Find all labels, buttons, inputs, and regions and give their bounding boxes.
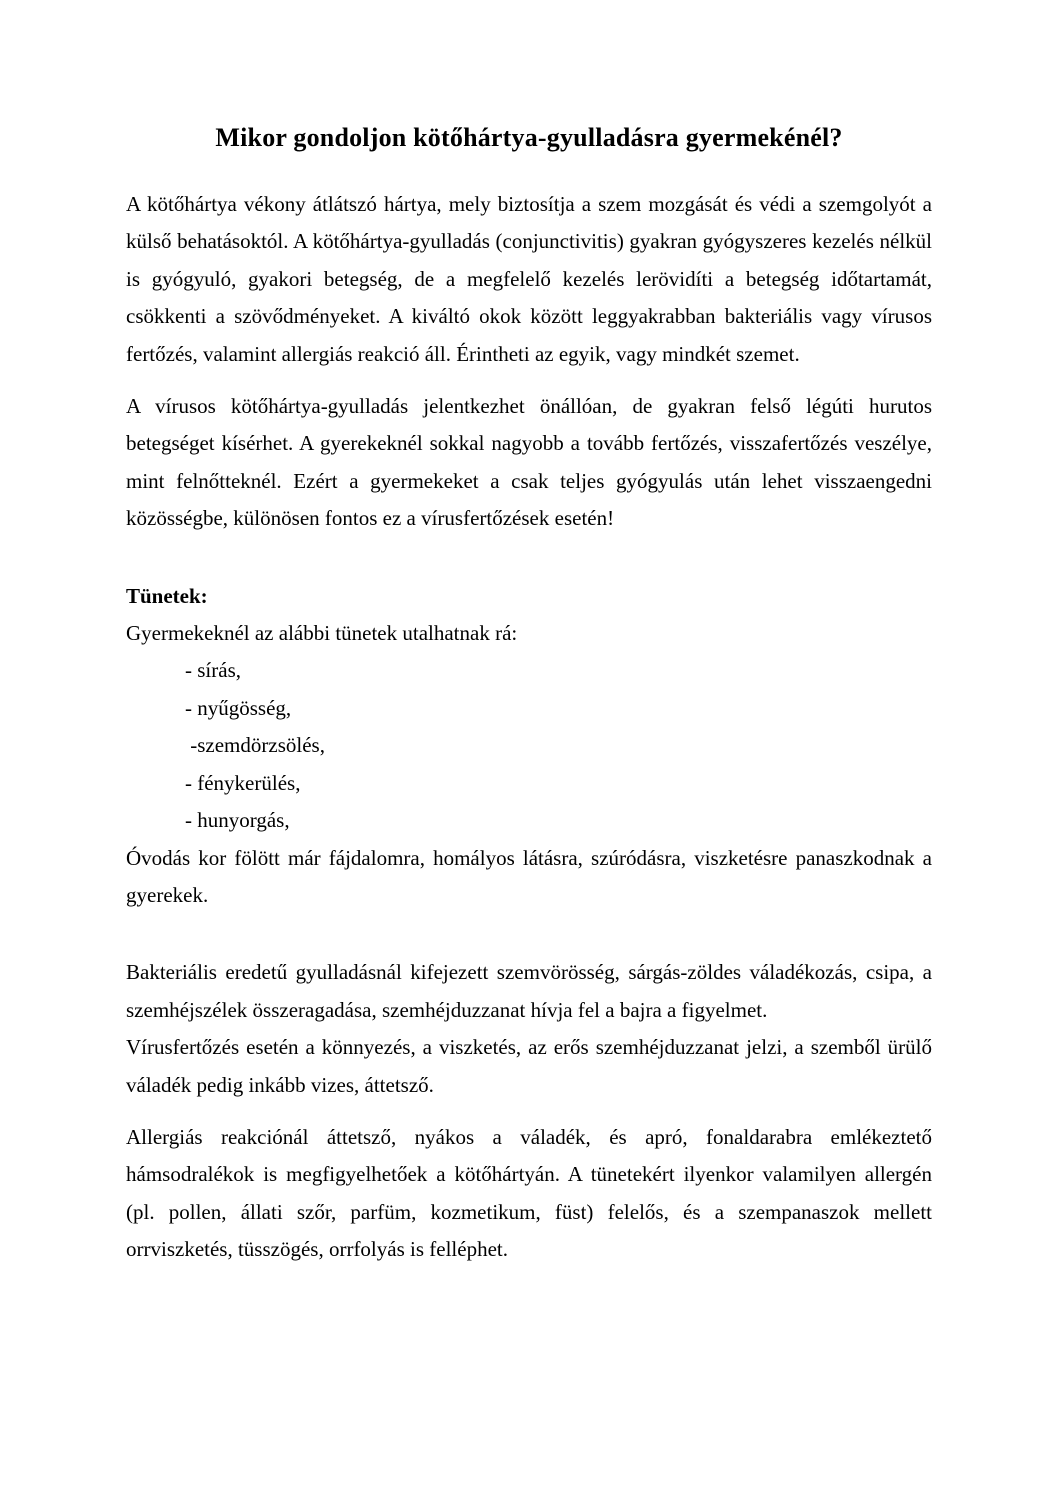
symptom-item-eye-rubbing: -szemdörzsölés, [185,733,325,758]
document-title: Mikor gondoljon kötőhártya-gyulladásra gyermekénél? [215,123,843,152]
viral-paragraph: Vírusfertőzés esetén a könnyezés, a viszketés, az erős szemhéjduzzanat jelzi, a szemből ürülő váladék pedig inkább vizes, áttetsző. [126,1035,932,1097]
intro-paragraph-2: A vírusos kötőhártya-gyulladás jelentkezhet önállóan, de gyakran felső légúti hurutos betegséget kísérhet. A gyerekeknél sokkal nagyobb a tovább fertőzés, visszafertőzés veszélye, mint felnőtteknél. Ezért a gyermekeket a csak teljes gyógyulás után lehet visszaengedni közösségbe, különösen fontos ez a vírusfertőzések esetén! [126,394,932,531]
allergic-paragraph: Allergiás reakciónál áttetsző, nyákos a váladék, és apró, fonaldarabra emlékeztető hámsodralékok is megfigyelhetőek a kötőhártyán. A tünetekért ilyenkor valamilyen allergén (pl. pollen, állati szőr, parfüm, kozmetikum, füst) felelős, és a szempanaszok mellett orrviszketés, tüsszögés, orrfolyás is felléphet. [126,1124,932,1262]
symptom-item-light-avoidance: - fénykerülés, [185,770,301,795]
symptoms-note-paragraph: Óvodás kor fölött már fájdalomra, homályos látásra, szúródásra, viszketésre panaszkodnak a gyerekek. [126,845,932,907]
symptom-item-squinting: - hunyorgás, [185,808,290,833]
symptoms-heading: Tünetek: [126,583,208,608]
symptoms-list [126,652,932,839]
symptom-item-fussiness: - nyűgösség, [185,695,292,720]
intro-paragraph-1: A kötőhártya vékony átlátszó hártya, mely biztosítja a szem mozgását és védi a szemgolyót a külső behatásoktól. A kötőhártya-gyulladás (conjunctivitis) gyakran gyógyszeres kezelés nélkül is gyógyuló, gyakori betegség, de a megfelelő kezelés lerövidíti a betegség időtartamát, csökkenti a szövődményeket. A kiváltó okok között leggyakrabban bakteriális vagy vírusos fertőzés, valamint allergiás reakció áll. Érintheti az egyik, vagy mindkét szemet. [126,192,932,366]
symptoms-intro: Gyermekeknél az alábbi tünetek utalhatnak rá: [126,621,518,646]
symptom-item-crying: - sírás, [185,658,241,683]
bacterial-paragraph: Bakteriális eredetű gyulladásnál kifejezett szemvörösség, sárgás-zöldes váladékozás, csipa, a szemhéjszélek összeragadása, szemhéjduzzanat hívja fel a bajra a figyelmet. [126,960,932,1022]
